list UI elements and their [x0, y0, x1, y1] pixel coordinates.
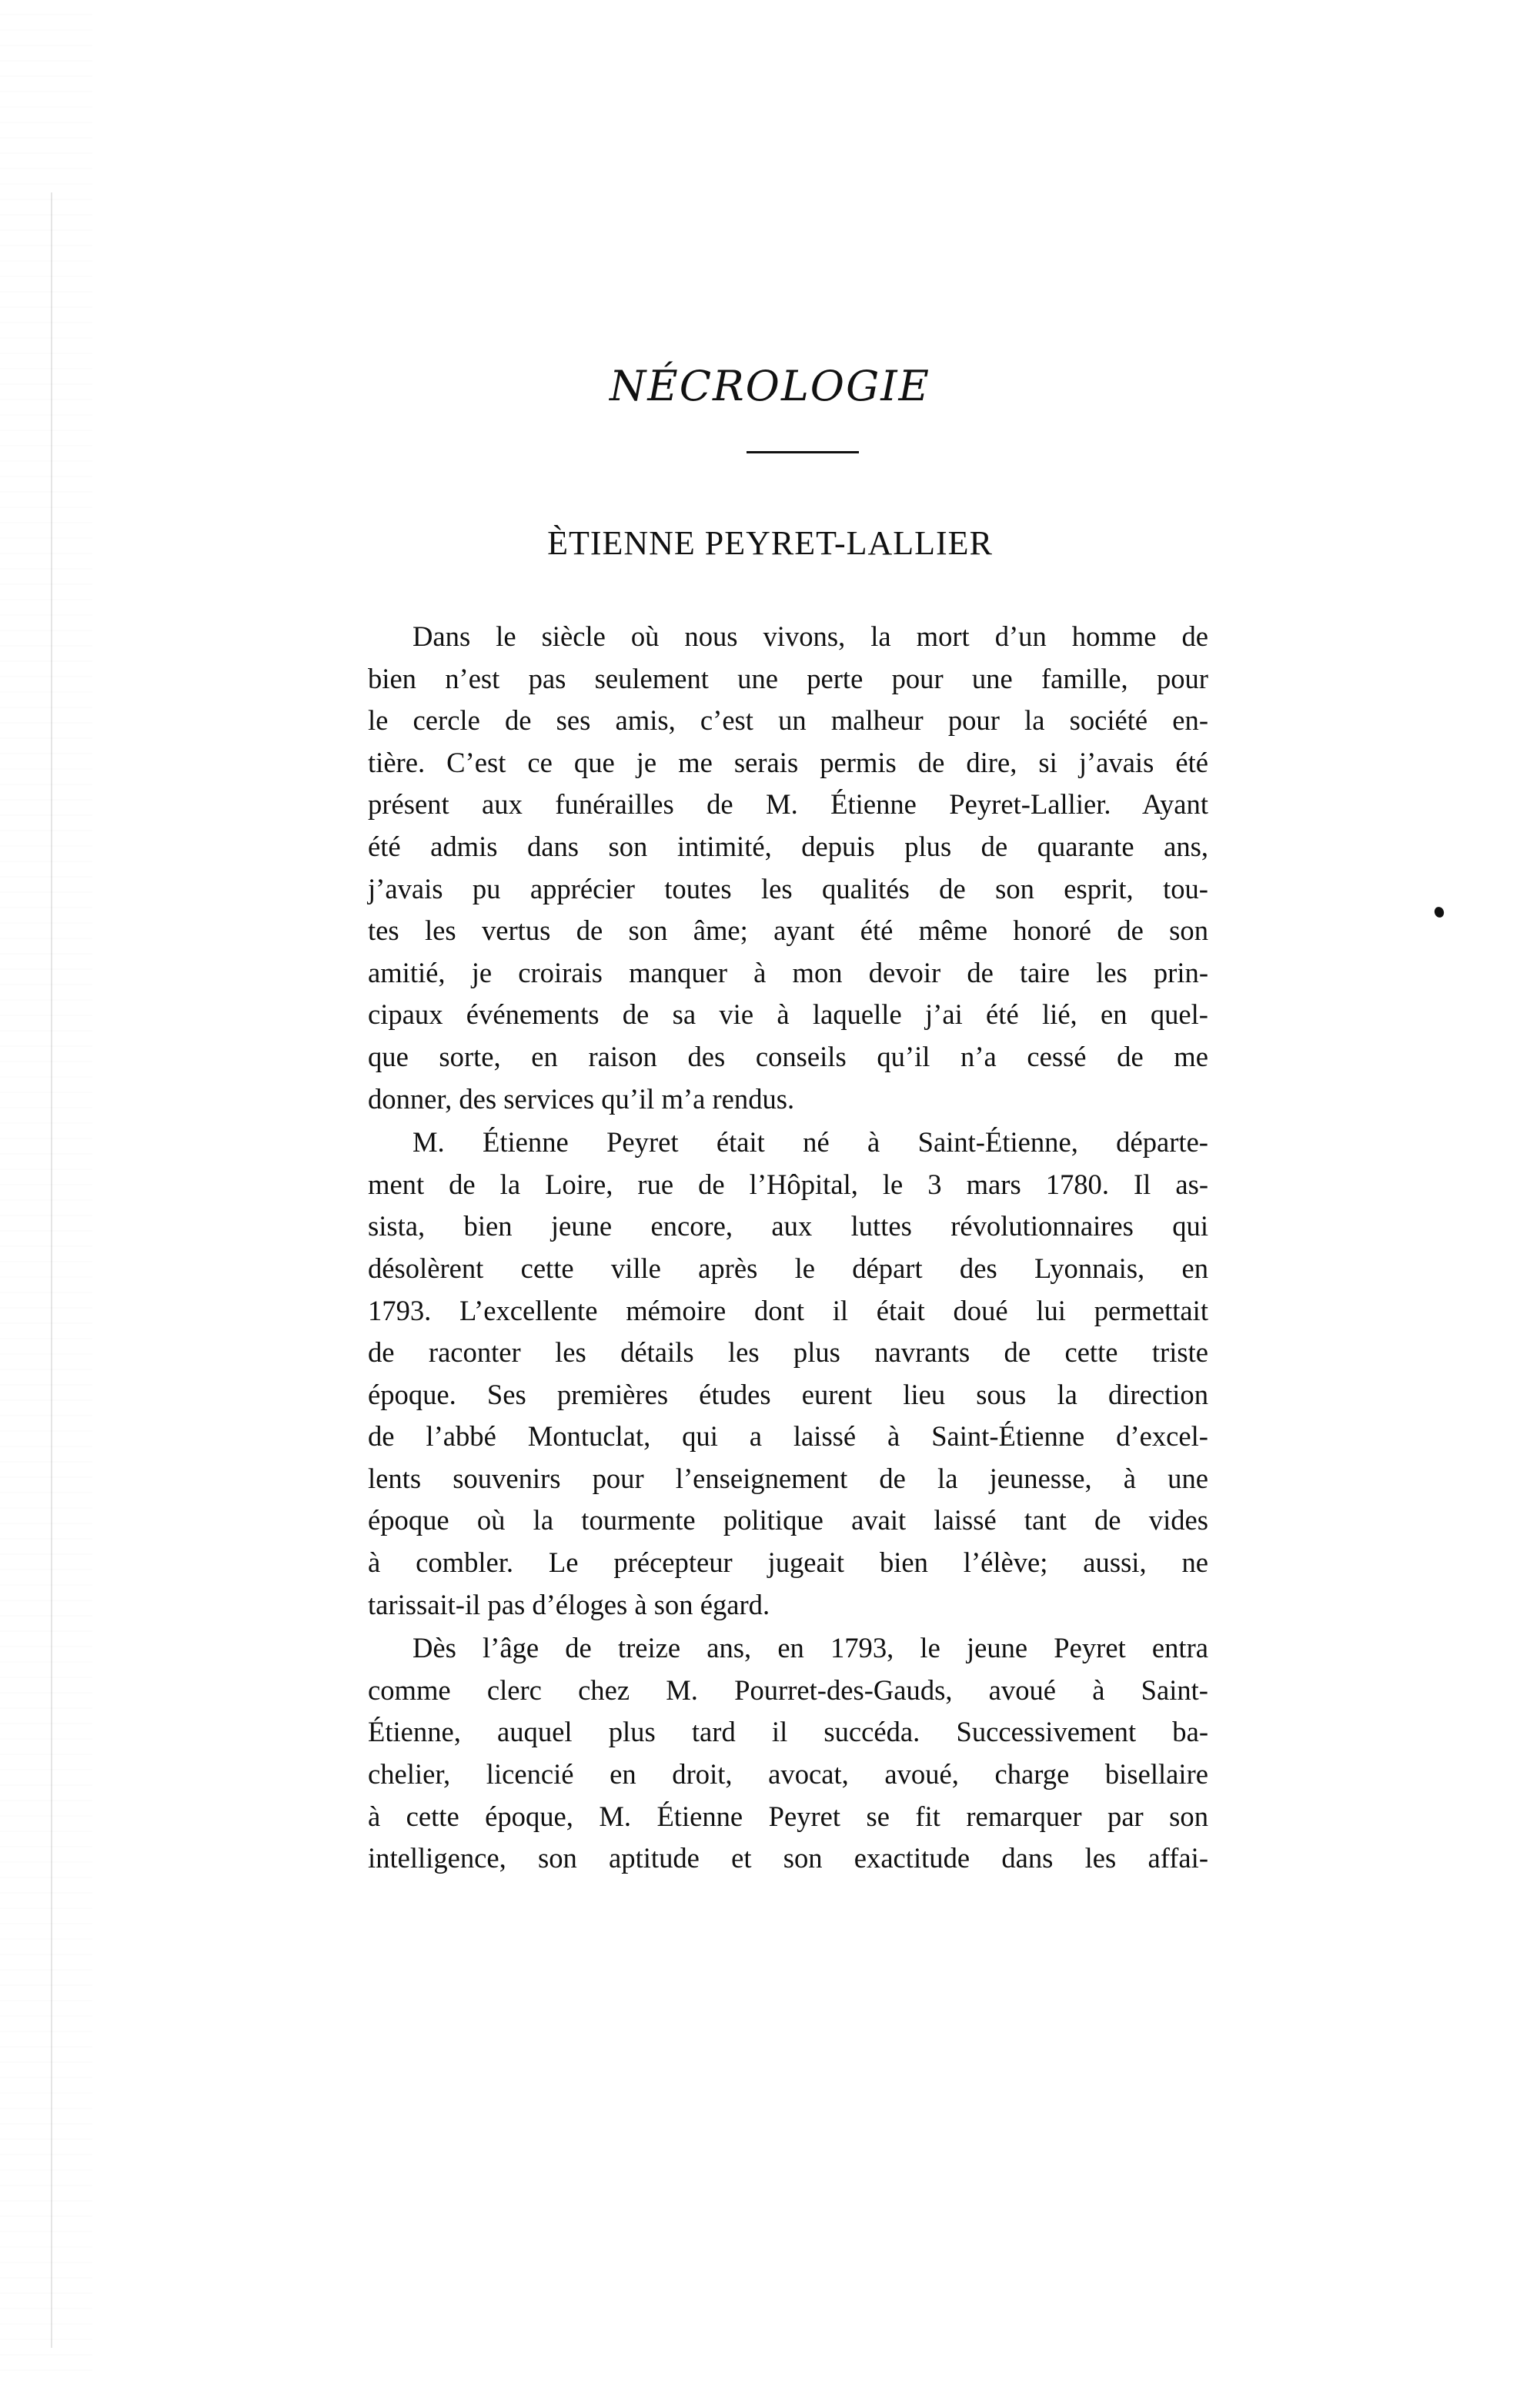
text-line: été admis dans son intimité, depuis plus de quarante ans, — [368, 830, 1208, 862]
text-line: à combler. Le précepteur jugeait bien l’élève; aussi, ne — [368, 1546, 1208, 1579]
paragraph — [368, 1627, 1208, 1880]
text-line: de l’abbé Montuclat, qui a laissé à Saint-Étienne d’excel- — [368, 1420, 1208, 1453]
text-line: présent aux funérailles de M. Étienne Peyret-Lallier. Ayant — [368, 788, 1208, 821]
text-line: tarissait-il pas d’éloges à son égard. — [368, 1588, 770, 1620]
text-line: ment de la Loire, rue de l’Hôpital, le 3 mars 1780. Il as- — [368, 1168, 1208, 1200]
page-title: NÉCROLOGIE — [610, 362, 930, 410]
title-divider — [747, 451, 859, 453]
ink-spot — [1433, 905, 1445, 918]
text-line: lents souvenirs pour l’enseignement de la jeunesse, à une — [368, 1462, 1208, 1494]
text-line: de raconter les détails les plus navrants de cette triste — [368, 1336, 1208, 1369]
text-line: Dès l’âge de treize ans, en 1793, le jeune Peyret entra — [413, 1632, 1208, 1664]
text-line: le cercle de ses amis, c’est un malheur pour la société en- — [368, 704, 1208, 737]
text-line: époque. Ses premières études eurent lieu sous la direction — [368, 1378, 1208, 1410]
text-line: tière. C’est ce que je me serais permis de dire, si j’avais été — [368, 746, 1208, 778]
text-line: Dans le siècle où nous vivons, la mort d’un homme de — [413, 620, 1208, 652]
text-line: Étienne, auquel plus tard il succéda. Successivement ba- — [368, 1716, 1208, 1748]
paragraph — [368, 1122, 1208, 1626]
text-line: époque où la tourmente politique avait laissé tant de vides — [368, 1504, 1208, 1536]
text-line: que sorte, en raison des conseils qu’il n’a cessé de me — [368, 1040, 1208, 1072]
scan-edge-artifact — [0, 0, 92, 2384]
text-line: 1793. L’excellente mémoire dont il était doué lui permettait — [368, 1294, 1208, 1326]
text-line: chelier, licencié en droit, avocat, avoué, charge bisellaire — [368, 1758, 1208, 1791]
article-subtitle: ÈTIENNE PEYRET-LALLIER — [547, 524, 993, 562]
text-line: j’avais pu apprécier toutes les qualités de son esprit, tou- — [368, 872, 1208, 904]
text-line: à cette époque, M. Étienne Peyret se fit remarquer par son — [368, 1800, 1208, 1832]
paragraph — [368, 616, 1208, 1120]
article-body — [368, 616, 1208, 1880]
text-line: cipaux événements de sa vie à laquelle j’ai été lié, en quel- — [368, 998, 1208, 1031]
text-line: sista, bien jeune encore, aux luttes révolutionnaires qui — [368, 1210, 1208, 1242]
text-line: donner, des services qu’il m’a rendus. — [368, 1082, 795, 1115]
text-line: intelligence, son aptitude et son exactitude dans les affai- — [368, 1842, 1208, 1874]
text-line: désolèrent cette ville après le départ des Lyonnais, en — [368, 1252, 1208, 1284]
text-line: tes les vertus de son âme; ayant été même honoré de son — [368, 914, 1208, 947]
text-line: bien n’est pas seulement une perte pour une famille, pour — [368, 662, 1208, 694]
text-line: amitié, je croirais manquer à mon devoir de taire les prin- — [368, 956, 1208, 988]
text-line: M. Étienne Peyret était né à Saint-Étienne, départe- — [413, 1126, 1208, 1159]
scan-line-artifact — [51, 192, 52, 2348]
text-line: comme clerc chez M. Pourret-des-Gauds, avoué à Saint- — [368, 1673, 1208, 1706]
